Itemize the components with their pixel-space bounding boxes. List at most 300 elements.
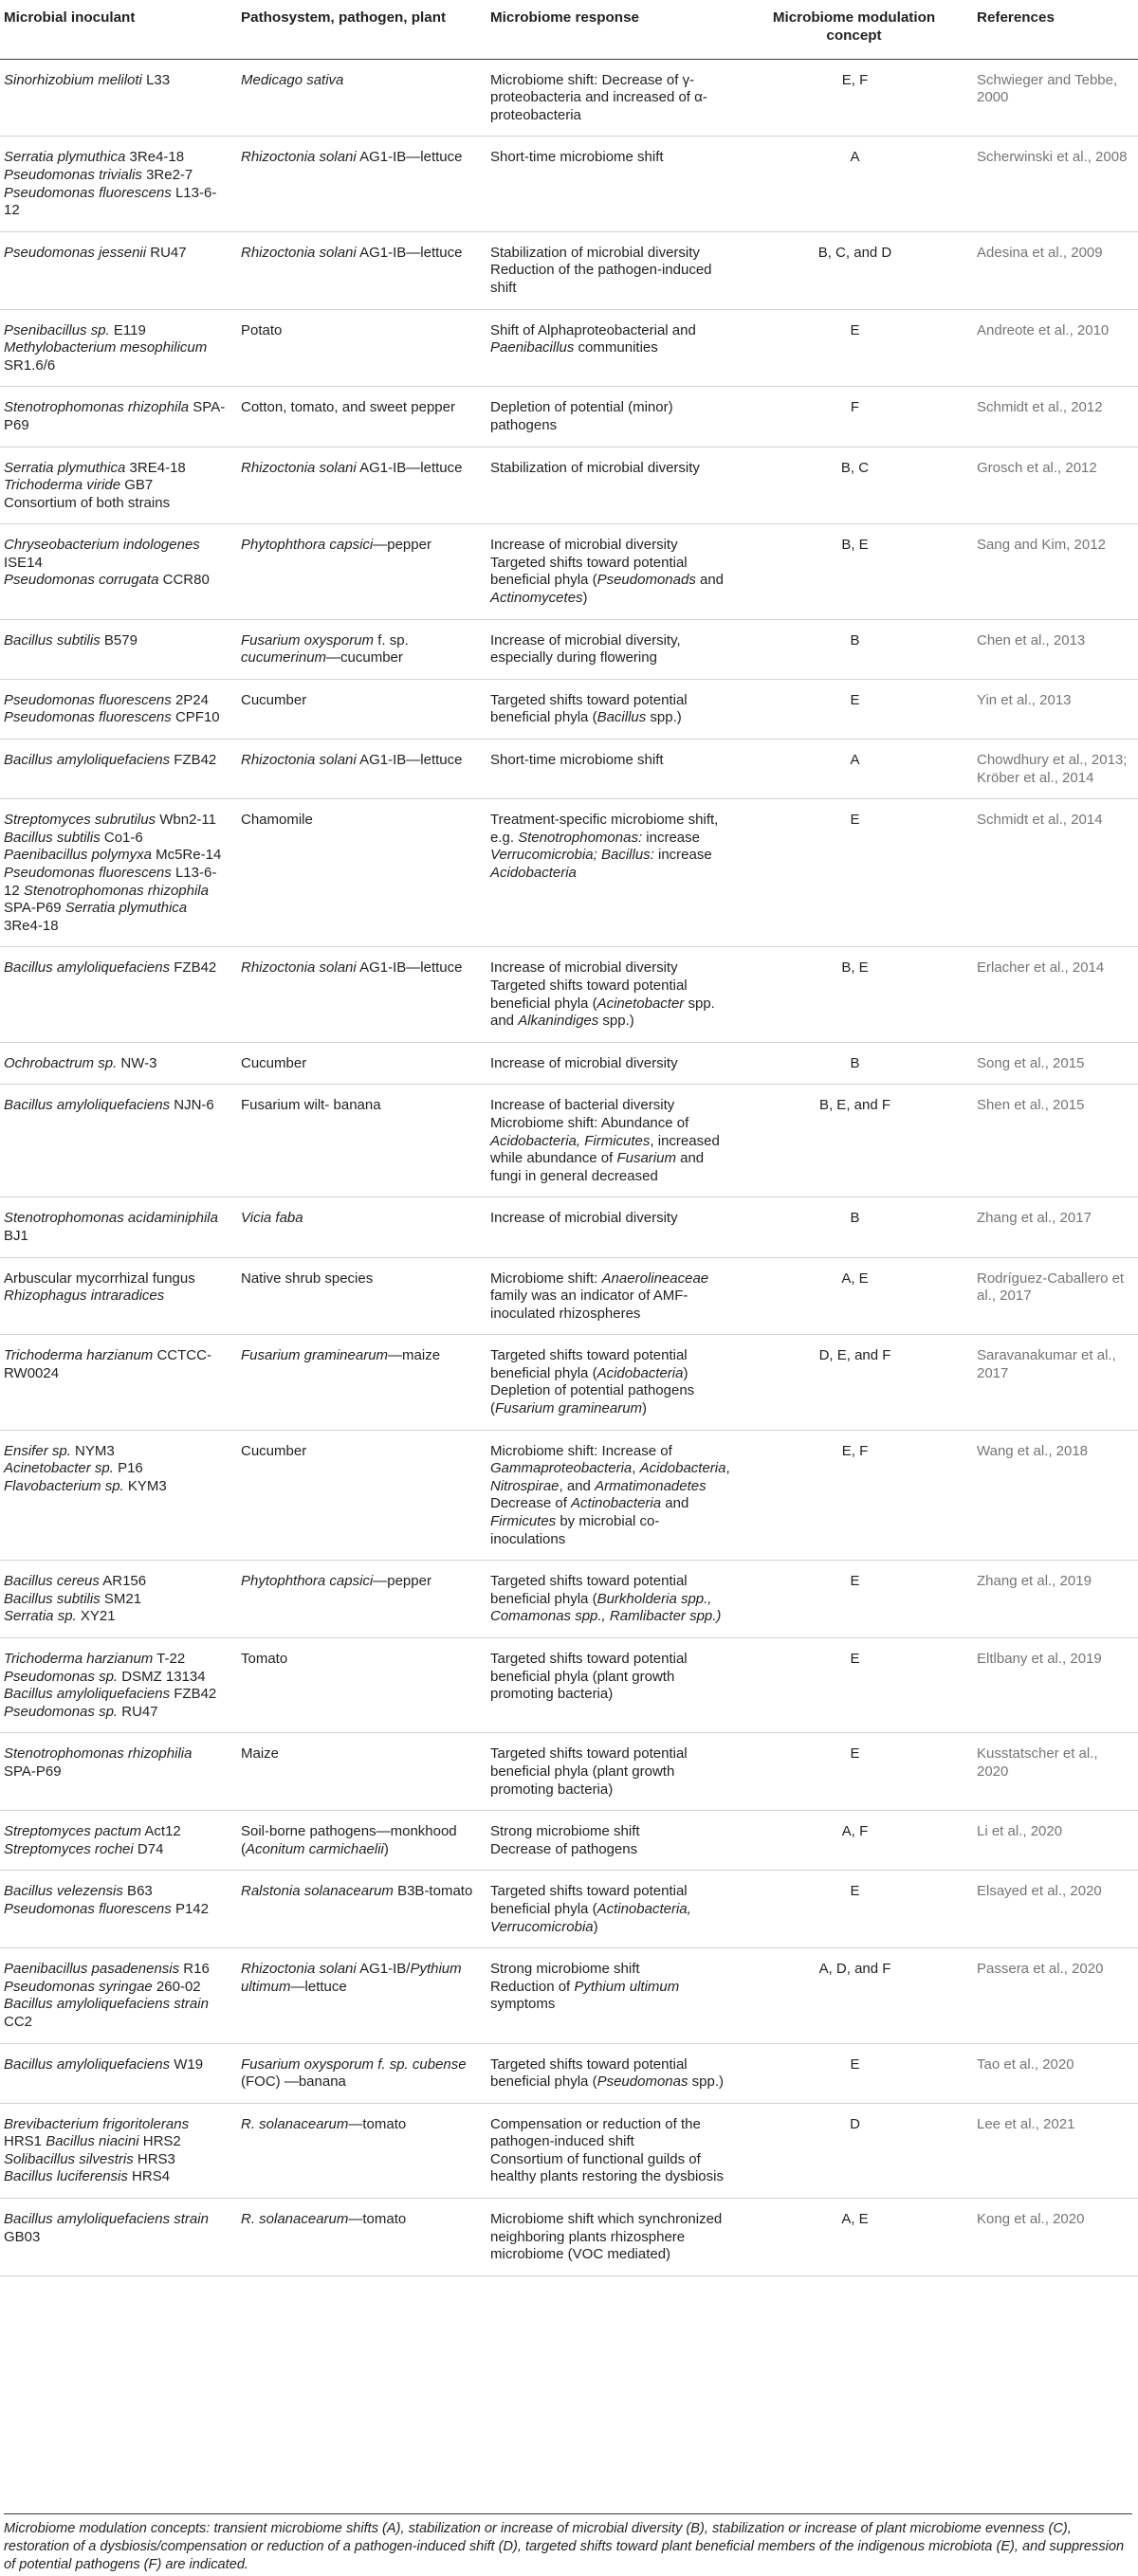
text: Microbiome shift: Decrease of γ-proteobacteria and increased of α-proteobacteria — [490, 71, 707, 123]
text: Native shrub species — [241, 1270, 374, 1287]
header-response: Microbiome response — [486, 0, 743, 59]
italic-text: Pseudomonas fluorescens — [4, 709, 172, 726]
concept-cell: B, E — [743, 947, 973, 1042]
inoculant-cell-line — [4, 339, 228, 375]
inoculant-cell-line — [4, 1055, 228, 1073]
text: RU47 — [118, 1703, 158, 1720]
response-cell-line — [490, 1347, 733, 1382]
text: Soil-borne pathogens—monkhood ( — [241, 1823, 457, 1857]
response-cell — [486, 619, 743, 679]
italic-text: Paenibacillus pasadenensis — [4, 1961, 180, 1978]
text: NJN-6 — [170, 1097, 214, 1114]
response-cell-line — [490, 1115, 733, 1185]
text: HRS4 — [127, 2168, 171, 2185]
text: and fungi in general decreased — [490, 1150, 705, 1184]
text: B3B-tomato — [393, 1883, 473, 1900]
text: —maize — [388, 1347, 441, 1364]
italic-text: Pseudomonas sp. — [4, 1703, 119, 1720]
inoculant-cell-line — [4, 1443, 228, 1461]
text: SPA-P69 — [4, 399, 226, 433]
table-row — [0, 619, 1138, 679]
pathosystem-cell — [237, 947, 486, 1042]
pathosystem-cell-line — [241, 1961, 477, 1996]
concept-cell: E — [743, 799, 973, 947]
response-cell — [486, 1871, 743, 1948]
concept-cell: A, E — [743, 2199, 973, 2276]
table-row — [0, 447, 1138, 524]
italic-text: Bacillus subtilis — [4, 631, 101, 649]
pathosystem-cell — [237, 2043, 486, 2103]
text: Stabilization of microbial diversity — [490, 459, 700, 476]
text: CCR80 — [158, 572, 210, 589]
response-cell — [486, 1430, 743, 1561]
text: Targeted shifts toward potential beneficial phyla (plant growth promoting bacteria) — [490, 1745, 688, 1798]
italic-text: Serratia plymuthica — [4, 459, 126, 476]
reference-cell: Zhang et al., 2017 — [973, 1197, 1138, 1257]
text: —pepper — [373, 537, 431, 554]
inoculant-cell-line — [4, 632, 228, 650]
italic-text: Bacillus subtilis — [4, 1590, 101, 1607]
table-row — [0, 1948, 1138, 2043]
text: RU47 — [146, 244, 187, 261]
italic-text: Actinomycetes — [490, 590, 583, 607]
italic-text: Bacillus — [597, 709, 647, 726]
concept-cell: E — [743, 1871, 973, 1948]
inoculant-cell-line — [4, 959, 228, 977]
reference-cell: Andreote et al., 2010 — [973, 309, 1138, 387]
italic-text: Solibacillus silvestris — [4, 2150, 134, 2167]
italic-text: Psenibacillus sp. — [4, 321, 110, 338]
text: AG1-IB—lettuce — [356, 752, 463, 769]
italic-text: Paenibacillus — [490, 339, 575, 356]
response-cell — [486, 1811, 743, 1871]
italic-text: Ralstonia solanacearum — [241, 1883, 394, 1900]
italic-text: Phytophthora capsici — [241, 537, 374, 554]
pathosystem-cell — [237, 1430, 486, 1561]
text: communities — [574, 339, 658, 356]
text: and — [695, 572, 725, 589]
inoculant-cell-line — [4, 709, 228, 727]
concept-cell: B, C — [743, 447, 973, 524]
text: Microbiome shift: — [490, 1270, 602, 1287]
italic-text: Pythium ultimum — [241, 1961, 462, 1995]
italic-text: Sinorhizobium meliloti — [4, 71, 142, 88]
table-row — [0, 2199, 1138, 2276]
text: Targeted shifts toward potential beneficial phyla ( — [490, 1573, 688, 1607]
table-row — [0, 1733, 1138, 1811]
table-row — [0, 679, 1138, 739]
table-row — [0, 947, 1138, 1042]
text: L33 — [141, 71, 171, 88]
text: L13-6-12 — [4, 865, 217, 899]
italic-text: Serratia sp. — [4, 1608, 77, 1625]
concept-cell: A, D, and F — [743, 1948, 973, 2043]
inoculant-cell-line — [4, 1841, 228, 1859]
concept-cell: B — [743, 1042, 973, 1085]
reference-cell: Eltlbany et al., 2019 — [973, 1638, 1138, 1733]
table-row — [0, 1430, 1138, 1561]
pathosystem-cell-line — [241, 1097, 477, 1115]
inoculant-cell-line — [4, 1883, 228, 1901]
response-cell-line — [490, 1883, 733, 1936]
italic-text: Bacillus velezensis — [4, 1883, 123, 1900]
italic-text: Ochrobactrum sp. — [4, 1054, 118, 1071]
text: SPA-P69 — [4, 1763, 62, 1780]
text: ) — [683, 1364, 688, 1381]
inoculant-cell-line — [4, 1996, 228, 2031]
response-cell — [486, 1561, 743, 1638]
inoculant-cell-line — [4, 460, 228, 478]
response-cell — [486, 679, 743, 739]
italic-text: Paenibacillus polymyxa — [4, 847, 152, 864]
response-cell-line — [490, 72, 733, 125]
text: and — [661, 1495, 689, 1512]
inoculant-cell-line — [4, 1097, 228, 1115]
concept-cell: B, C, and D — [743, 231, 973, 309]
italic-text: Ensifer sp. — [4, 1442, 71, 1459]
concept-cell: B, E, and F — [743, 1085, 973, 1197]
response-cell — [486, 1042, 743, 1085]
inoculant-cell-line — [4, 1651, 228, 1669]
text: HRS1 — [4, 2133, 46, 2150]
inoculant-cell-line — [4, 399, 228, 434]
italic-text: Stenotrophomonas rhizophila — [23, 882, 209, 899]
italic-text: Serratia plymuthica — [64, 900, 188, 917]
italic-text: Pseudomonas fluorescens — [4, 865, 172, 881]
pathosystem-cell-line — [241, 1745, 477, 1763]
header-concept: Microbiome modulation concept — [743, 0, 973, 59]
inoculant-cell — [0, 1561, 237, 1638]
text: Tomato — [241, 1651, 288, 1667]
text: Decrease of pathogens — [490, 1840, 638, 1857]
table-row — [0, 1335, 1138, 1430]
text: Arbuscular mycorrhizal fungus — [4, 1270, 195, 1287]
italic-text: Trichoderma harzianum — [4, 1347, 154, 1364]
inoculant-cell-line — [4, 1669, 228, 1687]
inoculant-cell-line — [4, 537, 228, 572]
text: Consortium of functional guilds of healthy plants restoring the dysbiosis — [490, 2150, 724, 2185]
inoculant-cell-line — [4, 185, 228, 220]
text: Strong microbiome shift — [490, 1823, 640, 1840]
italic-text: Rhizoctonia solani — [241, 244, 357, 261]
inoculant-cell — [0, 1733, 237, 1811]
inoculant-cell — [0, 1085, 237, 1197]
text: —cucumber — [326, 649, 403, 667]
inoculant-cell — [0, 1638, 237, 1733]
pathosystem-cell — [237, 524, 486, 619]
concept-cell: E — [743, 309, 973, 387]
italic-text: Fusarium oxysporum f. sp. cubense — [241, 2055, 467, 2073]
italic-text: Rhizoctonia solani — [241, 149, 357, 166]
inoculant-cell-line — [4, 322, 228, 340]
concept-cell: B — [743, 1197, 973, 1257]
concept-cell: F — [743, 387, 973, 447]
reference-cell: Erlacher et al., 2014 — [973, 947, 1138, 1042]
text: CC2 — [4, 2013, 33, 2030]
italic-text: Bacillus amyloliquefaciens strain — [4, 2211, 209, 2228]
pathosystem-cell — [237, 1733, 486, 1811]
text: XY21 — [76, 1608, 116, 1625]
text: Act12 — [141, 1823, 181, 1840]
italic-text: Bacillus cereus — [4, 1573, 100, 1590]
inoculant-cell-line — [4, 495, 228, 513]
inoculant-cell — [0, 1042, 237, 1085]
response-cell-line — [490, 2151, 733, 2186]
reference-cell: Passera et al., 2020 — [973, 1948, 1138, 2043]
italic-text: Medicago sativa — [241, 71, 344, 88]
response-cell — [486, 137, 743, 231]
text: GB03 — [4, 2228, 41, 2245]
table-row — [0, 387, 1138, 447]
pathosystem-cell-line — [241, 2056, 477, 2092]
pathosystem-cell-line — [241, 460, 477, 478]
inoculant-cell-line — [4, 477, 228, 495]
text: Cucumber — [241, 1054, 307, 1071]
reference-cell: Schmidt et al., 2012 — [973, 387, 1138, 447]
concept-cell: E — [743, 1638, 973, 1733]
italic-text: Streptomyces rochei — [4, 1840, 134, 1857]
response-cell — [486, 1733, 743, 1811]
text: Increase of microbial diversity — [490, 1054, 678, 1071]
italic-text: Stenotrophomonas rhizophilia — [4, 1745, 193, 1763]
text: Depletion of potential (minor) pathogens — [490, 399, 673, 433]
reference-cell: Adesina et al., 2009 — [973, 231, 1138, 309]
italic-text: Firmicutes — [490, 1513, 557, 1530]
italic-text: Vicia faba — [241, 1210, 303, 1227]
italic-text: R. solanacearum — [241, 2211, 349, 2228]
italic-text: Bacillus subtilis — [4, 829, 101, 846]
concept-cell: D, E, and F — [743, 1335, 973, 1430]
italic-text: Gammaproteobacteria — [490, 1460, 633, 1477]
response-cell-line — [490, 1210, 733, 1228]
italic-text: Brevibacterium frigoritolerans — [4, 2115, 190, 2132]
table-row — [0, 1871, 1138, 1948]
text: , increased while abundance of — [490, 1132, 720, 1167]
text: E119 — [109, 321, 146, 338]
text: f. sp. — [374, 631, 409, 649]
reference-cell: Kusstatscher et al., 2020 — [973, 1733, 1138, 1811]
inoculant-cell — [0, 799, 237, 947]
italic-text: Pseudomonas fluorescens — [4, 691, 172, 708]
reference-cell: Li et al., 2020 — [973, 1811, 1138, 1871]
response-cell — [486, 1948, 743, 2043]
text: AG1-IB/ — [356, 1961, 411, 1978]
response-cell-line — [490, 2211, 733, 2264]
italic-text: Bacillus niacini — [46, 2133, 139, 2150]
text: Increase of microbial diversity — [490, 537, 678, 554]
pathosystem-cell — [237, 1197, 486, 1257]
text: ) — [593, 1918, 598, 1935]
text: Increase of microbial diversity — [490, 959, 678, 977]
italic-text: Phytophthora capsici — [241, 1573, 374, 1590]
reference-cell: Chen et al., 2013 — [973, 619, 1138, 679]
text: Targeted shifts toward potential beneficial phyla ( — [490, 1883, 688, 1917]
text: ) — [582, 590, 588, 607]
response-cell — [486, 2199, 743, 2276]
italic-text: Armatimonadetes — [595, 1477, 707, 1494]
inoculant-cell — [0, 1948, 237, 2043]
reference-cell: Scherwinski et al., 2008 — [973, 137, 1138, 231]
pathosystem-cell-line — [241, 2211, 477, 2229]
response-cell-line — [490, 1979, 733, 2014]
text: increase — [653, 847, 712, 864]
response-cell — [486, 1257, 743, 1335]
text: Increase of microbial diversity, especially during flowering — [490, 631, 681, 667]
inoculant-cell-line — [4, 1745, 228, 1781]
inoculant-cell-line — [4, 692, 228, 710]
text: Mc5Re-14 — [151, 847, 222, 864]
reference-cell: Schmidt et al., 2014 — [973, 799, 1138, 947]
response-cell-line — [490, 1270, 733, 1324]
text: Maize — [241, 1745, 280, 1763]
concept-cell: B — [743, 619, 973, 679]
inoculant-cell-line — [4, 812, 228, 935]
text: Cucumber — [241, 691, 307, 708]
inoculant-cell-line — [4, 167, 228, 185]
text: 3Re2-7 — [141, 166, 193, 183]
text: AG1-IB—lettuce — [356, 149, 463, 166]
text: Microbiome shift: Abundance of — [490, 1114, 689, 1131]
italic-text: Rhizoctonia solani — [241, 752, 357, 769]
text: —pepper — [373, 1573, 431, 1590]
response-cell-line — [490, 1573, 733, 1626]
inoculant-cell — [0, 1197, 237, 1257]
response-cell-line — [490, 537, 733, 555]
pathosystem-cell-line — [241, 1883, 477, 1901]
text: Compensation or reduction of the pathogen-induced shift — [490, 2115, 701, 2150]
pathosystem-cell — [237, 1335, 486, 1430]
pathosystem-cell — [237, 740, 486, 799]
inoculant-cell — [0, 619, 237, 679]
italic-text: Fusarium graminearum — [241, 1347, 389, 1364]
text: Targeted shifts toward potential beneficial phyla ( — [490, 1347, 688, 1381]
response-cell-line — [490, 1382, 733, 1417]
italic-text: Bacillus amyloliquefaciens — [4, 959, 171, 977]
text: , — [725, 1460, 730, 1477]
text: Short-time microbiome shift — [490, 149, 664, 166]
reference-cell: Lee et al., 2021 — [973, 2103, 1138, 2198]
text: 3Re4-18 — [125, 149, 185, 166]
text: AG1-IB—lettuce — [356, 244, 463, 261]
text: Increase of microbial diversity — [490, 1210, 678, 1227]
inoculant-cell-line — [4, 1270, 228, 1288]
italic-text: Pseudomonas syringae — [4, 1978, 153, 1995]
italic-text: cucumerinum — [241, 649, 327, 667]
table-row — [0, 1042, 1138, 1085]
italic-text: Anaerolineaceae — [601, 1270, 709, 1287]
pathosystem-cell-line — [241, 692, 477, 710]
table-row — [0, 137, 1138, 231]
text: —lettuce — [290, 1978, 347, 1995]
response-cell — [486, 740, 743, 799]
italic-text: Fusarium oxysporum — [241, 631, 375, 649]
response-cell-line — [490, 1097, 733, 1115]
response-cell-line — [490, 2056, 733, 2092]
text: ) — [642, 1400, 648, 1417]
text: AG1-IB—lettuce — [356, 959, 463, 977]
inoculant-cell-line — [4, 1591, 228, 1609]
response-cell-line — [490, 1823, 733, 1841]
pathosystem-cell — [237, 447, 486, 524]
text: ) — [383, 1840, 389, 1857]
response-cell — [486, 799, 743, 947]
italic-text: Verrucomicrobia; Bacillus: — [490, 847, 654, 864]
concept-cell: E, F — [743, 1430, 973, 1561]
inoculant-cell-line — [4, 1686, 228, 1721]
text: Chamomile — [241, 812, 313, 829]
text: HRS2 — [138, 2133, 181, 2150]
inoculant-cell — [0, 1335, 237, 1430]
text: Potato — [241, 321, 283, 338]
table-row — [0, 524, 1138, 619]
inoculant-cell-line — [4, 1573, 228, 1591]
reference-cell: Yin et al., 2013 — [973, 679, 1138, 739]
italic-text: Pseudomonas sp. — [4, 1668, 119, 1685]
pathosystem-cell-line — [241, 1823, 477, 1858]
pathosystem-cell — [237, 1561, 486, 1638]
pathosystem-cell-line — [241, 1651, 477, 1669]
concept-cell: A — [743, 137, 973, 231]
pathosystem-cell-line — [241, 537, 477, 555]
text: SPA-P69 — [4, 900, 65, 917]
pathosystem-cell — [237, 309, 486, 387]
text: Targeted shifts toward potential beneficial phyla ( — [490, 691, 688, 726]
italic-text: Acidobacteria — [639, 1460, 726, 1477]
inoculant-cell-line — [4, 2116, 228, 2186]
text: increase — [642, 829, 700, 846]
pathosystem-cell — [237, 619, 486, 679]
pathosystem-cell — [237, 679, 486, 739]
response-cell — [486, 309, 743, 387]
text: Targeted shifts toward potential beneficial phyla ( — [490, 977, 688, 1012]
table-row — [0, 1561, 1138, 1638]
text: Depletion of potential pathogens ( — [490, 1382, 695, 1417]
pathosystem-cell — [237, 1638, 486, 1733]
italic-text: Streptomyces pactum — [4, 1823, 142, 1840]
response-cell-line — [490, 2116, 733, 2151]
text: 3RE4-18 — [125, 459, 186, 476]
pathosystem-cell-line — [241, 1347, 477, 1365]
pathosystem-cell-line — [241, 752, 477, 770]
reference-cell: Saravanakumar et al., 2017 — [973, 1335, 1138, 1430]
response-cell — [486, 1638, 743, 1733]
text: SR1.6/6 — [4, 356, 56, 374]
text: Reduction of — [490, 1978, 575, 1995]
italic-text: Actinobacteria — [571, 1495, 662, 1512]
text: 260-02 — [152, 1978, 201, 1995]
table-footnote: Microbiome modulation concepts: transient microbiome shifts (A), stabilization or increase of microbial diversity (B), stabilization or increase of plant microbiome evenness (C), restoration of a dysbiosis/compensation or reduction of a pathogen-induced shift (D), targeted shifts toward plant beneficial members of the indigenous microbiota (E), and suppression of potential pathogens (F) are indicated. — [4, 2513, 1132, 2574]
response-cell — [486, 387, 743, 447]
text: B63 — [122, 1883, 153, 1900]
response-cell-line — [490, 959, 733, 977]
response-cell-line — [490, 245, 733, 263]
text: Short-time microbiome shift — [490, 752, 664, 769]
inoculant-cell — [0, 679, 237, 739]
text: Targeted shifts toward potential beneficial phyla ( — [490, 2055, 688, 2091]
response-cell — [486, 1197, 743, 1257]
pathosystem-cell-line — [241, 1443, 477, 1461]
pathosystem-cell — [237, 1085, 486, 1197]
pathosystem-cell — [237, 1871, 486, 1948]
response-cell-line — [490, 812, 733, 882]
inoculant-cell-line — [4, 72, 228, 90]
inoculant-cell-line — [4, 1608, 228, 1626]
text: L13-6-12 — [4, 184, 217, 219]
response-cell-line — [490, 322, 733, 357]
text: Consortium of both strains — [4, 494, 171, 511]
response-cell-line — [490, 1961, 733, 1979]
inoculant-cell — [0, 137, 237, 231]
